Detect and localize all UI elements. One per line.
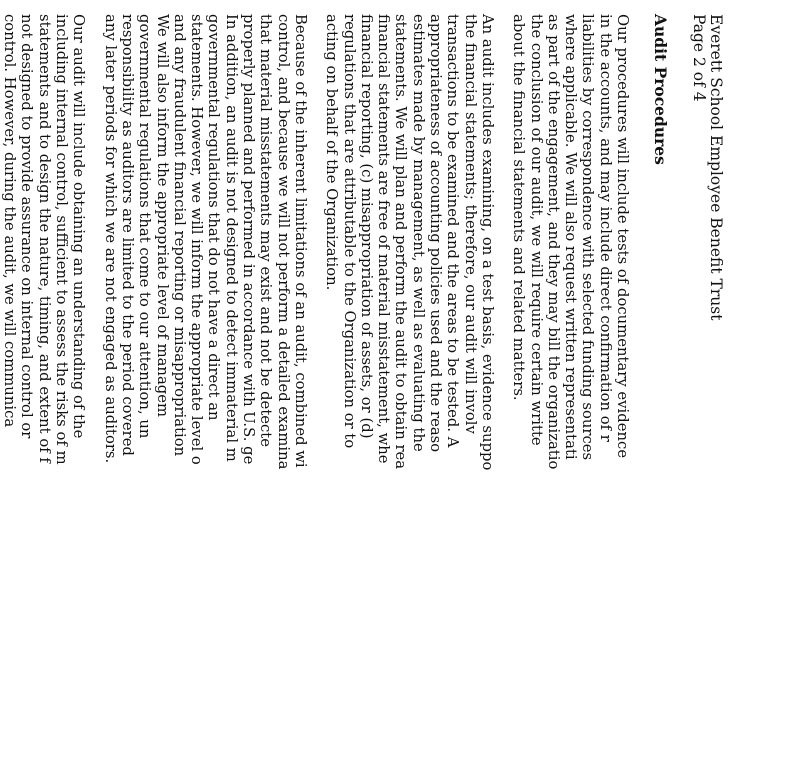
text-line: governmental regulations that do not have a direct an bbox=[205, 14, 223, 421]
text-line: in the accounts, and may include direct confirmation of r bbox=[596, 14, 614, 442]
text-line: We will also inform the appropriate level of managem bbox=[153, 14, 171, 418]
text-line: that material misstatements may exist and not be detecte bbox=[257, 14, 275, 448]
text-line: appropriateness of accounting policies used and the reaso bbox=[427, 14, 445, 453]
text-line: statements. We will plan and perform the audit to obtain rea bbox=[392, 14, 410, 470]
text-line: properly planned and performed in accordance with U.S. ge bbox=[240, 14, 258, 465]
text-line: responsibility as auditors are limited to the period covered bbox=[118, 14, 136, 456]
text-line: about the financial statements and related matters. bbox=[510, 14, 528, 401]
text-line: liabilities by correspondence with selected funding sources bbox=[579, 14, 597, 461]
paragraph-inherent-limitations bbox=[101, 14, 309, 774]
text-line: where applicable. We will also request written representati bbox=[562, 14, 580, 460]
text-line: control. However, during the audit, we will communica bbox=[1, 14, 19, 428]
document-title: Everett School Employee Benefit Trust bbox=[707, 14, 725, 321]
rotated-page-content bbox=[1, 14, 725, 774]
section-heading: Audit Procedures bbox=[651, 14, 670, 165]
text-line: the financial statements; therefore, our audit will involv bbox=[461, 14, 479, 434]
text-line: financial reporting, (c) misappropriation of assets, or (d) bbox=[357, 14, 375, 439]
text-line bbox=[0, 14, 1, 774]
text-line: estimates made by management, as well as evaluating the bbox=[409, 14, 427, 452]
paragraph-internal-control bbox=[0, 14, 87, 774]
text-line: the conclusion of our audit, we will require certain writte bbox=[527, 14, 545, 446]
text-line: Because of the inherent limitations of an audit, combined wi bbox=[291, 14, 309, 468]
text-line: control, and because we will not perform a detailed examina bbox=[274, 14, 292, 470]
text-line: not designed to provide assurance on internal control or bbox=[18, 14, 36, 439]
text-line: Our audit will include obtaining an understanding of the bbox=[70, 14, 88, 439]
text-line: In addition, an audit is not designed to detect immaterial m bbox=[222, 14, 240, 462]
paragraph-audit-scope bbox=[323, 14, 496, 774]
text-line: statements and to design the nature, timing, and extent of f bbox=[35, 14, 53, 463]
text-line: regulations that are attributable to the Organization or to bbox=[340, 14, 358, 449]
text-line: Our procedures will include tests of documentary evidence bbox=[614, 14, 631, 459]
text-line: financial statements are free of material misstatement, whe bbox=[375, 14, 393, 464]
text-line: and any fraudulent financial reporting or misappropriation bbox=[170, 14, 188, 457]
text-line: statements. However, we will inform the appropriate level o bbox=[188, 14, 206, 465]
text-line: governmental regulations that come to our attention, un bbox=[136, 14, 154, 439]
paragraph-audit-tests bbox=[510, 14, 631, 774]
text-line: any later periods for which we are not engaged as auditors. bbox=[101, 14, 119, 464]
page-number: Page 2 of 4 bbox=[690, 14, 708, 102]
text-line: acting on behalf of the Organization. bbox=[323, 14, 341, 291]
text-line: as part of the engagement, and they may bill the organizatio bbox=[544, 14, 562, 470]
text-line: including internal control, sufficient to assess the risks of m bbox=[53, 14, 71, 465]
text-line: An audit includes examining, on a test basis, evidence suppo bbox=[478, 14, 496, 471]
text-line: transactions to be examined and the areas to be tested. A bbox=[444, 14, 462, 448]
